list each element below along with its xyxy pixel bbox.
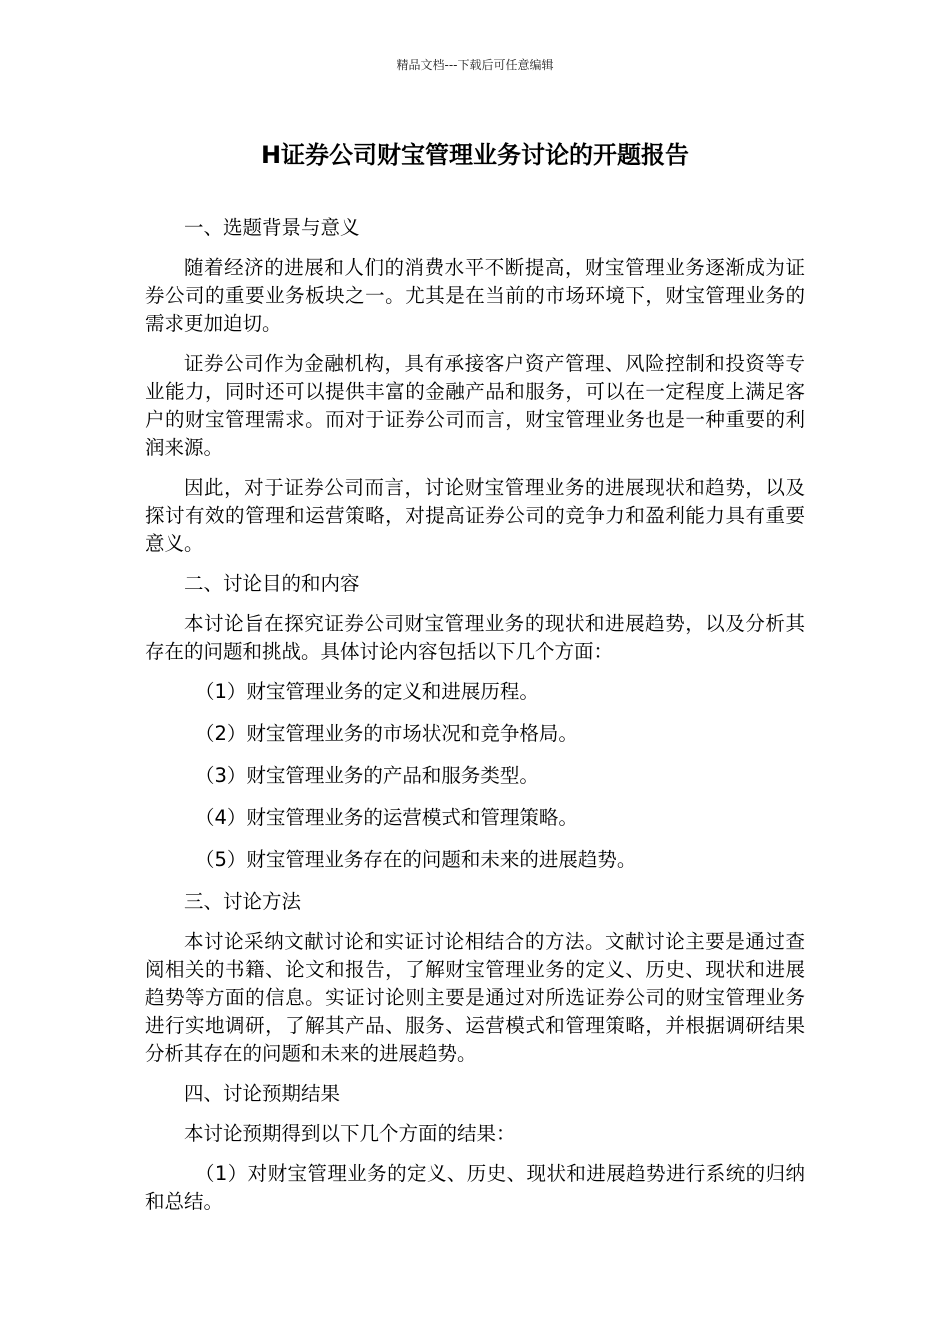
page-header: 精品文档---下载后可任意编辑 [396, 58, 554, 72]
list-item: （2）财宝管理业务的市场状况和竞争格局。 [195, 722, 578, 745]
body-paragraph: 本讨论预期得到以下几个方面的结果： [184, 1122, 516, 1145]
body-paragraph: 随着经济的进展和人们的消费水平不断提高，财宝管理业务逐渐成为证券公司的重要业务板块之一。尤其是在当前的市场环境下，财宝管理业务的需求更加迫切。 [145, 256, 805, 335]
list-item: （3）财宝管理业务的产品和服务类型。 [195, 764, 539, 787]
body-paragraph: 本讨论采纳文献讨论和实证讨论相结合的方法。文献讨论主要是通过查阅相关的书籍、论文和报告，了解财宝管理业务的定义、历史、现状和进展趋势等方面的信息。实证讨论则主要是通过对所选证券公司的财宝管理业务进行实地调研，了解其产品、服务、运营模式和管理策略，并根据调研结果分析其存在的问题和未来的进展趋势。 [145, 930, 805, 1065]
section-heading-background: 一、选题背景与意义 [184, 216, 360, 239]
list-item: （1）对财宝管理业务的定义、历史、现状和进展趋势进行系统的归纳和总结。 [145, 1162, 805, 1213]
body-paragraph: 本讨论旨在探究证券公司财宝管理业务的现状和进展趋势，以及分析其存在的问题和挑战。具体讨论内容包括以下几个方面： [145, 612, 805, 663]
document-title: H证券公司财宝管理业务讨论的开题报告 [260, 141, 690, 169]
list-item: （1）财宝管理业务的定义和进展历程。 [195, 680, 539, 703]
section-heading-method: 三、讨论方法 [184, 890, 302, 913]
body-paragraph: 因此，对于证券公司而言，讨论财宝管理业务的进展现状和趋势，以及探讨有效的管理和运营策略，对提高证券公司的竞争力和盈利能力具有重要意义。 [145, 476, 805, 555]
section-heading-expected-results: 四、讨论预期结果 [184, 1082, 341, 1105]
list-item: （4）财宝管理业务的运营模式和管理策略。 [195, 806, 578, 829]
document-body [145, 214, 805, 1230]
section-heading-purpose: 二、讨论目的和内容 [184, 572, 360, 595]
list-item: （5）财宝管理业务存在的问题和未来的进展趋势。 [195, 848, 637, 871]
body-paragraph: 证券公司作为金融机构，具有承接客户资产管理、风险控制和投资等专业能力，同时还可以提供丰富的金融产品和服务，可以在一定程度上满足客户的财宝管理需求。而对于证券公司而言，财宝管理业务也是一种重要的利润来源。 [145, 352, 805, 459]
